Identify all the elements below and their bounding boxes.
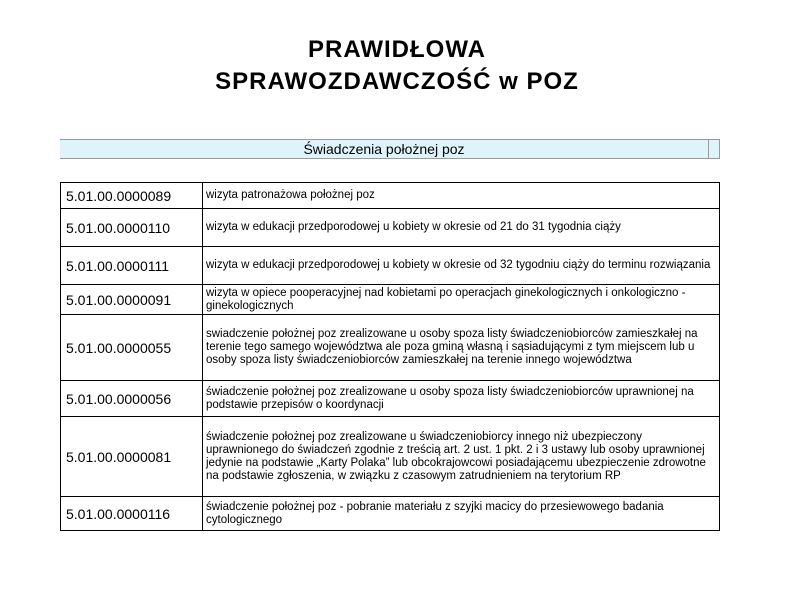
title-line-2: SPRAWOZDAWCZOŚĆ w POZ [215, 68, 579, 95]
procedure-code: 5.01.00.0000110 [61, 209, 203, 247]
procedure-code: 5.01.00.0000111 [61, 247, 203, 285]
procedure-code: 5.01.00.0000081 [61, 417, 203, 497]
procedure-description: wizyta w edukacji przedporodowej u kobiety w okresie od 21 do 31 tygodnia ciąży [203, 209, 720, 247]
table-row [61, 497, 720, 531]
section-header-bar [60, 139, 720, 159]
table-row [61, 183, 720, 209]
procedure-description: wizyta w opiece pooperacyjnej nad kobietami po operacjach ginekologicznych i onkologiczno - ginekologicznych [203, 285, 720, 315]
procedure-code: 5.01.00.0000091 [61, 285, 203, 315]
table-row [61, 247, 720, 285]
table-row [61, 209, 720, 247]
section-header: Świadczenia położnej poz [303, 141, 465, 157]
header-divider [708, 140, 709, 158]
procedure-code: 5.01.00.0000055 [61, 315, 203, 381]
page-title [0, 34, 794, 98]
table-row [61, 381, 720, 417]
procedure-codes-table [60, 182, 720, 531]
header-divider [719, 140, 720, 158]
title-line-1: PRAWIDŁOWA [308, 36, 486, 63]
procedure-description: świadczenie położnej poz zrealizowane u świadczeniobiorcy innego niż ubezpieczony uprawnionego do świadczeń zgodnie z treścią art. 2 ust. 1 pkt. 2 i 3 ustawy lub osoby uprawnionej jedynie na podstawie „Karty Polaka” lub obcokrajowcowi posiadającemu ubezpieczenie zdrowotne na podstawie zgłoszenia, w związku z czasowym zatrudnieniem na terytorium RP [203, 417, 720, 497]
procedure-code: 5.01.00.0000089 [61, 183, 203, 209]
table-row [61, 315, 720, 381]
table-row [61, 285, 720, 315]
procedure-description: świadczenie położnej poz - pobranie materiału z szyjki macicy do przesiewowego badania cytologicznego [203, 497, 720, 531]
procedure-description: wizyta w edukacji przedporodowej u kobiety w okresie od 32 tygodniu ciąży do terminu rozwiązania [203, 247, 720, 285]
table-row [61, 417, 720, 497]
procedure-description: swiadczenie położnej poz zrealizowane u osoby spoza listy świadczeniobiorców zamieszkałej na terenie tego samego województwa ale poza gminą własną i sąsiadującymi z tym miejscem lub u osoby spoza listy świadczeniobiorców zamieszkałej na terenie innego województwa [203, 315, 720, 381]
procedure-description: wizyta patronażowa położnej poz [203, 183, 720, 209]
procedure-code: 5.01.00.0000056 [61, 381, 203, 417]
procedure-code: 5.01.00.0000116 [61, 497, 203, 531]
procedure-description: świadczenie położnej poz zrealizowane u osoby spoza listy świadczeniobiorców uprawnionej na podstawie przepisów o koordynacji [203, 381, 720, 417]
